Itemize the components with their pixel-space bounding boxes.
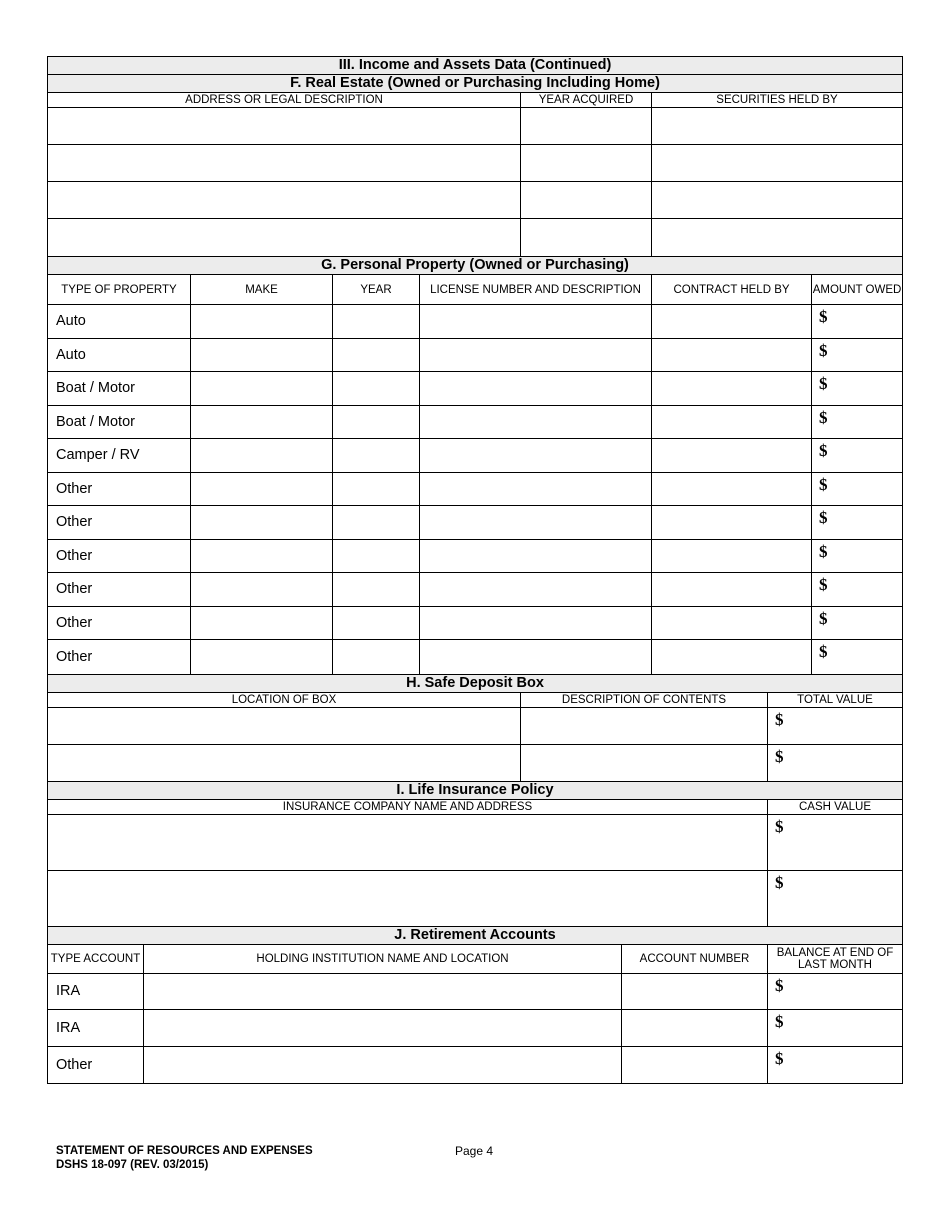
dollar-sign: $: [775, 1048, 784, 1068]
personal-property-section: [48, 257, 902, 675]
year-acquired-field[interactable]: [521, 145, 652, 181]
year-acquired-field[interactable]: [521, 219, 652, 256]
life-insurance-column-headers: [48, 800, 902, 815]
description-of-contents-field[interactable]: [521, 745, 768, 781]
cash-value-field[interactable]: [768, 815, 902, 870]
col-location-of-box: LOCATION OF BOX: [48, 693, 521, 707]
license-field[interactable]: [420, 640, 652, 674]
location-of-box-field[interactable]: [48, 708, 521, 744]
table-row: [48, 871, 902, 926]
dollar-sign: $: [775, 816, 784, 836]
type-account-cell: Other: [48, 1047, 144, 1084]
year-field[interactable]: [333, 339, 420, 372]
amount-owed-field[interactable]: [812, 607, 902, 640]
amount-owed-field[interactable]: [812, 540, 902, 573]
total-value-field[interactable]: [768, 708, 902, 744]
form-frame: [47, 56, 903, 1084]
securities-held-by-field[interactable]: [652, 182, 902, 218]
type-account-cell: IRA: [48, 974, 144, 1010]
dollar-sign: $: [819, 474, 828, 494]
col-year: YEAR: [333, 275, 420, 304]
amount-owed-field[interactable]: [812, 339, 902, 372]
make-field[interactable]: [191, 573, 333, 606]
account-number-field[interactable]: [622, 1010, 768, 1046]
col-description-of-contents: DESCRIPTION OF CONTENTS: [521, 693, 768, 707]
amount-owed-field[interactable]: [812, 573, 902, 606]
table-row: [48, 406, 902, 440]
make-field[interactable]: [191, 506, 333, 539]
life-insurance-heading: I. Life Insurance Policy: [48, 782, 902, 800]
personal-property-heading: G. Personal Property (Owned or Purchasing): [48, 257, 902, 275]
license-field[interactable]: [420, 473, 652, 506]
table-row: [48, 815, 902, 871]
balance-field[interactable]: [768, 1047, 902, 1084]
year-acquired-field[interactable]: [521, 182, 652, 218]
year-field[interactable]: [333, 439, 420, 472]
address-field[interactable]: [48, 219, 521, 256]
amount-owed-field[interactable]: [812, 506, 902, 539]
type-of-property-cell: Other: [48, 573, 191, 606]
amount-owed-field[interactable]: [812, 305, 902, 338]
dollar-sign: $: [775, 975, 784, 995]
make-field[interactable]: [191, 640, 333, 674]
make-field[interactable]: [191, 305, 333, 338]
table-row: [48, 339, 902, 373]
retirement-heading: J. Retirement Accounts: [48, 927, 902, 945]
license-field[interactable]: [420, 372, 652, 405]
form-footer: [56, 1144, 313, 1172]
cash-value-field[interactable]: [768, 871, 902, 926]
account-number-field[interactable]: [622, 974, 768, 1010]
location-of-box-field[interactable]: [48, 745, 521, 781]
balance-field[interactable]: [768, 974, 902, 1010]
dollar-sign: $: [775, 872, 784, 892]
license-field[interactable]: [420, 439, 652, 472]
safe-deposit-section: [48, 675, 902, 782]
contract-held-by-field[interactable]: [652, 339, 812, 372]
contract-held-by-field[interactable]: [652, 372, 812, 405]
type-of-property-cell: Auto: [48, 339, 191, 372]
col-type-of-property: TYPE OF PROPERTY: [48, 275, 191, 304]
col-year-acquired: YEAR ACQUIRED: [521, 93, 652, 107]
table-row: [48, 305, 902, 339]
address-field[interactable]: [48, 108, 521, 144]
type-account-cell: IRA: [48, 1010, 144, 1046]
make-field[interactable]: [191, 406, 333, 439]
retirement-rows: [48, 974, 902, 1084]
col-account-number: ACCOUNT NUMBER: [622, 945, 768, 973]
contract-held-by-field[interactable]: [652, 573, 812, 606]
personal-property-rows: [48, 305, 902, 674]
type-of-property-cell: Auto: [48, 305, 191, 338]
table-row: [48, 708, 902, 745]
personal-property-column-headers: [48, 275, 902, 305]
type-of-property-cell: Other: [48, 640, 191, 674]
col-cash-value: CASH VALUE: [798, 800, 871, 813]
securities-held-by-field[interactable]: [652, 219, 902, 256]
table-row: [48, 640, 902, 674]
contract-held-by-field[interactable]: [652, 439, 812, 472]
contract-held-by-field[interactable]: [652, 473, 812, 506]
table-row: [48, 1010, 902, 1047]
year-field[interactable]: [333, 473, 420, 506]
table-row: [48, 473, 902, 507]
dollar-sign: $: [775, 1012, 784, 1031]
col-holding-institution: HOLDING INSTITUTION NAME AND LOCATION: [144, 945, 622, 973]
dollar-sign: $: [819, 541, 828, 561]
table-row: [48, 145, 902, 182]
page-number: Page 4: [455, 1144, 494, 1158]
insurance-company-field[interactable]: [48, 815, 768, 870]
year-field[interactable]: [333, 406, 420, 439]
license-field[interactable]: [420, 506, 652, 539]
total-value-field[interactable]: [768, 745, 902, 781]
col-make: MAKE: [191, 275, 333, 304]
insurance-company-field[interactable]: [48, 871, 768, 926]
address-field[interactable]: [48, 145, 521, 181]
year-field[interactable]: [333, 506, 420, 539]
table-row: [48, 219, 902, 256]
license-field[interactable]: [420, 339, 652, 372]
type-of-property-cell: Boat / Motor: [48, 372, 191, 405]
contract-held-by-field[interactable]: [652, 640, 812, 674]
address-field[interactable]: [48, 182, 521, 218]
col-total-value: TOTAL VALUE: [797, 693, 873, 706]
type-of-property-cell: Other: [48, 506, 191, 539]
contract-held-by-field[interactable]: [652, 305, 812, 338]
table-row: [48, 182, 902, 219]
description-of-contents-field[interactable]: [521, 708, 768, 744]
dollar-sign: $: [819, 441, 828, 460]
license-field[interactable]: [420, 607, 652, 640]
year-field[interactable]: [333, 372, 420, 405]
retirement-section: [48, 927, 902, 1084]
col-securities-held-by: SECURITIES HELD BY: [716, 94, 838, 106]
contract-held-by-field[interactable]: [652, 406, 812, 439]
col-insurance-company: INSURANCE COMPANY NAME AND ADDRESS: [48, 800, 768, 814]
type-of-property-cell: Camper / RV: [48, 439, 191, 472]
make-field[interactable]: [191, 607, 333, 640]
dollar-sign: $: [819, 508, 828, 527]
contract-held-by-field[interactable]: [652, 506, 812, 539]
year-field[interactable]: [333, 607, 420, 640]
license-field[interactable]: [420, 406, 652, 439]
amount-owed-field[interactable]: [812, 473, 902, 506]
dollar-sign: $: [819, 575, 828, 594]
col-amount-owed: AMOUNT OWED: [812, 283, 902, 296]
type-of-property-cell: Other: [48, 540, 191, 573]
securities-held-by-field[interactable]: [652, 145, 902, 181]
table-row: [48, 372, 902, 406]
dollar-sign: $: [775, 709, 784, 729]
make-field[interactable]: [191, 372, 333, 405]
table-row: [48, 974, 902, 1011]
dollar-sign: $: [819, 642, 828, 661]
table-row: [48, 540, 902, 574]
type-of-property-cell: Other: [48, 607, 191, 640]
amount-owed-field[interactable]: [812, 439, 902, 472]
type-of-property-cell: Boat / Motor: [48, 406, 191, 439]
amount-owed-field[interactable]: [812, 640, 902, 674]
real-estate-heading: F. Real Estate (Owned or Purchasing Including Home): [48, 75, 902, 93]
dollar-sign: $: [819, 374, 828, 393]
safe-deposit-column-headers: [48, 693, 902, 708]
form-title: STATEMENT OF RESOURCES AND EXPENSES: [56, 1145, 313, 1157]
make-field[interactable]: [191, 339, 333, 372]
contract-held-by-field[interactable]: [652, 540, 812, 573]
dollar-sign: $: [819, 608, 828, 628]
year-field[interactable]: [333, 305, 420, 338]
amount-owed-field[interactable]: [812, 372, 902, 405]
table-row: [48, 573, 902, 607]
type-of-property-cell: Other: [48, 473, 191, 506]
license-field[interactable]: [420, 540, 652, 573]
license-field[interactable]: [420, 573, 652, 606]
life-insurance-section: [48, 782, 902, 927]
dollar-sign: $: [775, 746, 784, 766]
holding-institution-field[interactable]: [144, 974, 622, 1010]
real-estate-section: [48, 75, 902, 257]
table-row: [48, 108, 902, 145]
holding-institution-field[interactable]: [144, 1010, 622, 1046]
year-acquired-field[interactable]: [521, 108, 652, 144]
year-field[interactable]: [333, 573, 420, 606]
col-contract-held-by: CONTRACT HELD BY: [652, 275, 812, 304]
dollar-sign: $: [819, 307, 828, 326]
form-number: DSHS 18-097 (REV. 03/2015): [56, 1159, 209, 1171]
make-field[interactable]: [191, 473, 333, 506]
balance-field[interactable]: [768, 1010, 902, 1046]
amount-owed-field[interactable]: [812, 406, 902, 439]
account-number-field[interactable]: [622, 1047, 768, 1084]
holding-institution-field[interactable]: [144, 1047, 622, 1084]
table-row: [48, 1047, 902, 1084]
real-estate-column-headers: [48, 93, 902, 108]
year-field[interactable]: [333, 540, 420, 573]
safe-deposit-heading: H. Safe Deposit Box: [48, 675, 902, 693]
table-row: [48, 607, 902, 641]
securities-held-by-field[interactable]: [652, 108, 902, 144]
dollar-sign: $: [819, 407, 828, 427]
col-address: ADDRESS OR LEGAL DESCRIPTION: [48, 93, 521, 107]
table-row: [48, 745, 902, 781]
col-type-account: TYPE ACCOUNT: [48, 945, 144, 973]
dollar-sign: $: [819, 340, 828, 360]
col-balance: BALANCE AT END OF LAST MONTH: [776, 946, 894, 971]
table-row: [48, 439, 902, 473]
year-field[interactable]: [333, 640, 420, 674]
col-license-number: LICENSE NUMBER AND DESCRIPTION: [420, 275, 652, 304]
retirement-column-headers: [48, 945, 902, 974]
license-field[interactable]: [420, 305, 652, 338]
make-field[interactable]: [191, 439, 333, 472]
section-title: III. Income and Assets Data (Continued): [48, 57, 902, 75]
contract-held-by-field[interactable]: [652, 607, 812, 640]
table-row: [48, 506, 902, 540]
make-field[interactable]: [191, 540, 333, 573]
